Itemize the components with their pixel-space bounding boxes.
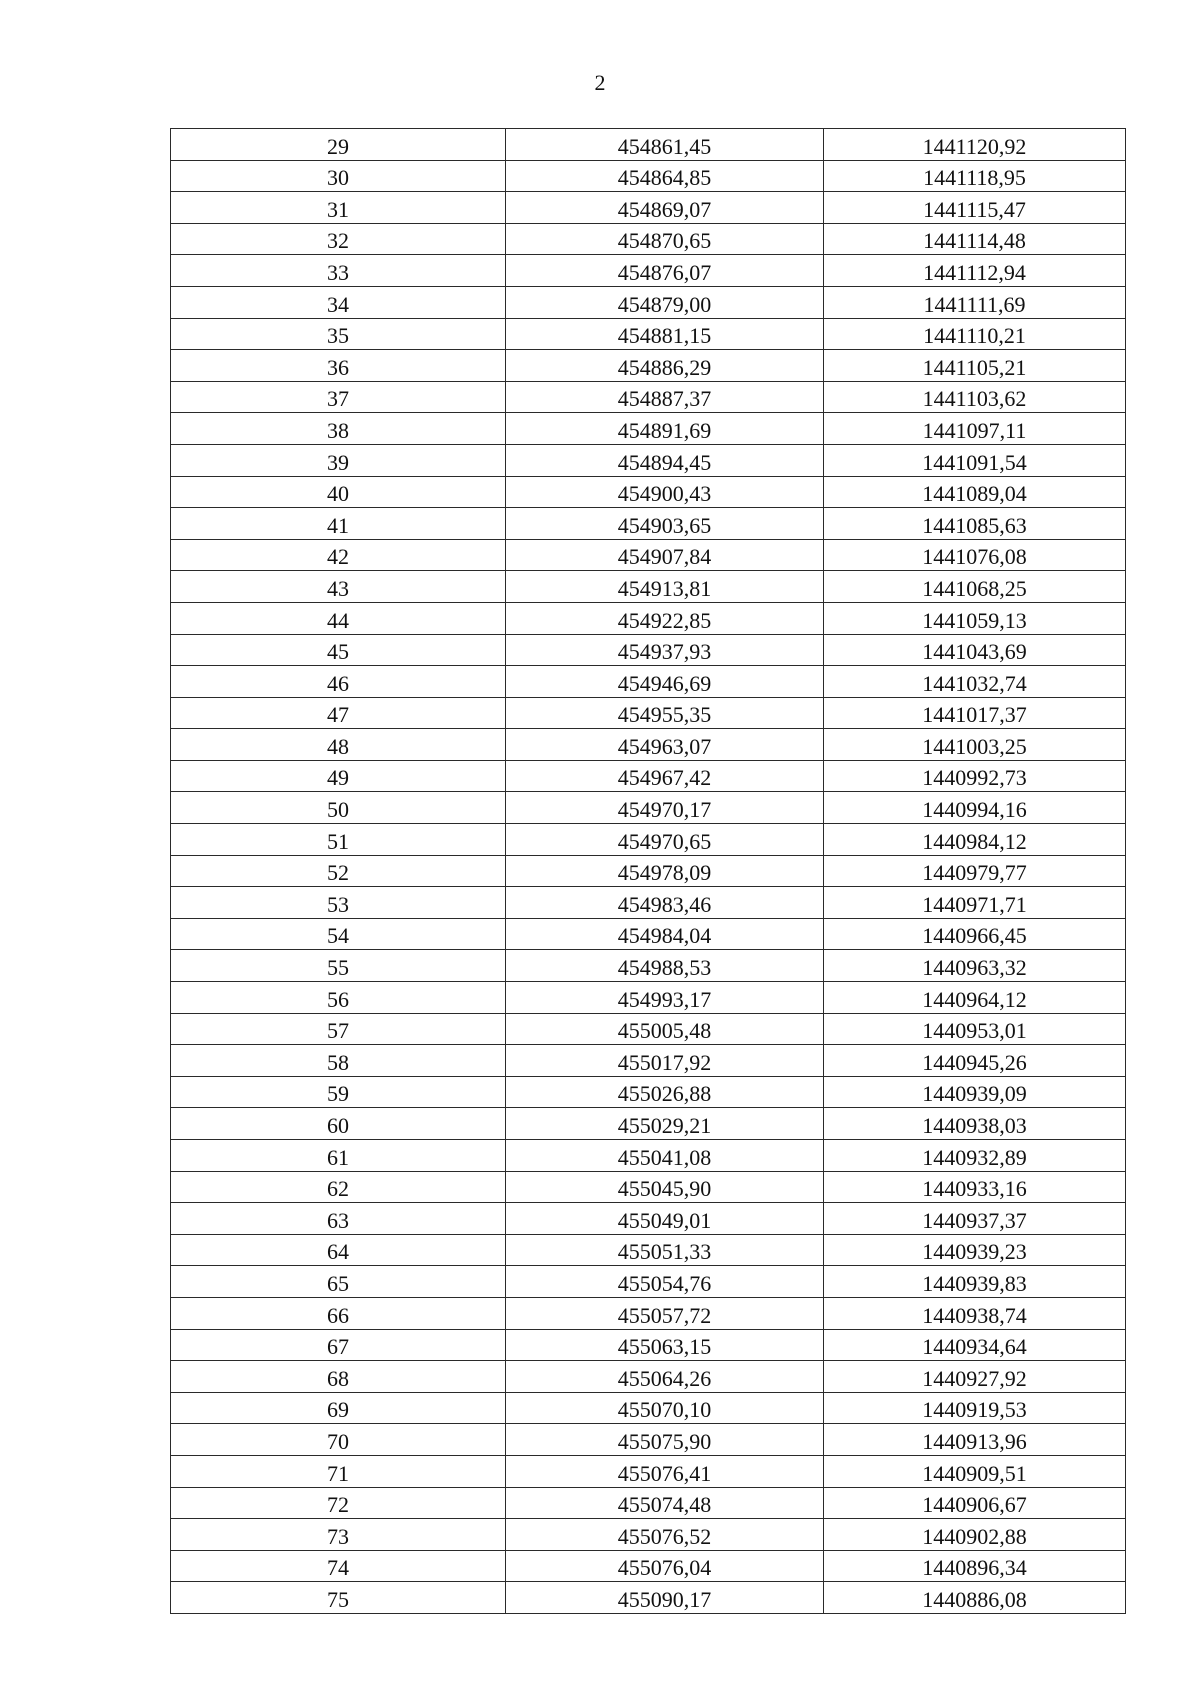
y-coordinate-cell: 1440896,34 bbox=[824, 1550, 1126, 1582]
x-coordinate-cell: 454879,00 bbox=[506, 286, 824, 318]
table-row bbox=[171, 255, 1126, 287]
y-coordinate-cell: 1440934,64 bbox=[824, 1329, 1126, 1361]
point-number-cell: 48 bbox=[171, 729, 506, 761]
y-coordinate-cell: 1440919,53 bbox=[824, 1392, 1126, 1424]
point-number-cell: 42 bbox=[171, 539, 506, 571]
table-row bbox=[171, 476, 1126, 508]
table-row bbox=[171, 1392, 1126, 1424]
point-number-cell: 62 bbox=[171, 1171, 506, 1203]
y-coordinate-cell: 1441091,54 bbox=[824, 444, 1126, 476]
x-coordinate-cell: 455090,17 bbox=[506, 1582, 824, 1614]
x-coordinate-cell: 454903,65 bbox=[506, 508, 824, 540]
y-coordinate-cell: 1440938,74 bbox=[824, 1297, 1126, 1329]
point-number-cell: 70 bbox=[171, 1424, 506, 1456]
point-number-cell: 66 bbox=[171, 1297, 506, 1329]
table-row bbox=[171, 350, 1126, 382]
y-coordinate-cell: 1441089,04 bbox=[824, 476, 1126, 508]
x-coordinate-cell: 454993,17 bbox=[506, 982, 824, 1014]
point-number-cell: 47 bbox=[171, 697, 506, 729]
table-row bbox=[171, 950, 1126, 982]
table-row bbox=[171, 729, 1126, 761]
point-number-cell: 32 bbox=[171, 223, 506, 255]
x-coordinate-cell: 454907,84 bbox=[506, 539, 824, 571]
coordinates-table-body bbox=[171, 129, 1126, 1614]
point-number-cell: 73 bbox=[171, 1519, 506, 1551]
point-number-cell: 45 bbox=[171, 634, 506, 666]
y-coordinate-cell: 1441110,21 bbox=[824, 318, 1126, 350]
y-coordinate-cell: 1440984,12 bbox=[824, 824, 1126, 856]
x-coordinate-cell: 454864,85 bbox=[506, 160, 824, 192]
table-row bbox=[171, 129, 1126, 161]
point-number-cell: 68 bbox=[171, 1361, 506, 1393]
y-coordinate-cell: 1440902,88 bbox=[824, 1519, 1126, 1551]
table-row bbox=[171, 982, 1126, 1014]
x-coordinate-cell: 455029,21 bbox=[506, 1108, 824, 1140]
point-number-cell: 52 bbox=[171, 855, 506, 887]
table-row bbox=[171, 1045, 1126, 1077]
point-number-cell: 34 bbox=[171, 286, 506, 318]
x-coordinate-cell: 454988,53 bbox=[506, 950, 824, 982]
table-row bbox=[171, 381, 1126, 413]
x-coordinate-cell: 454946,69 bbox=[506, 666, 824, 698]
table-row bbox=[171, 508, 1126, 540]
table-row bbox=[171, 1487, 1126, 1519]
table-row bbox=[171, 1550, 1126, 1582]
point-number-cell: 67 bbox=[171, 1329, 506, 1361]
table-row bbox=[171, 160, 1126, 192]
y-coordinate-cell: 1440994,16 bbox=[824, 792, 1126, 824]
y-coordinate-cell: 1441112,94 bbox=[824, 255, 1126, 287]
coordinates-table bbox=[170, 128, 1126, 1614]
point-number-cell: 43 bbox=[171, 571, 506, 603]
table-row bbox=[171, 1140, 1126, 1172]
point-number-cell: 75 bbox=[171, 1582, 506, 1614]
table-row bbox=[171, 1076, 1126, 1108]
x-coordinate-cell: 454984,04 bbox=[506, 918, 824, 950]
x-coordinate-cell: 454970,65 bbox=[506, 824, 824, 856]
x-coordinate-cell: 454900,43 bbox=[506, 476, 824, 508]
x-coordinate-cell: 455049,01 bbox=[506, 1203, 824, 1235]
x-coordinate-cell: 454887,37 bbox=[506, 381, 824, 413]
x-coordinate-cell: 454894,45 bbox=[506, 444, 824, 476]
table-row bbox=[171, 918, 1126, 950]
x-coordinate-cell: 455041,08 bbox=[506, 1140, 824, 1172]
y-coordinate-cell: 1441068,25 bbox=[824, 571, 1126, 603]
y-coordinate-cell: 1441076,08 bbox=[824, 539, 1126, 571]
point-number-cell: 69 bbox=[171, 1392, 506, 1424]
x-coordinate-cell: 454978,09 bbox=[506, 855, 824, 887]
x-coordinate-cell: 454881,15 bbox=[506, 318, 824, 350]
point-number-cell: 60 bbox=[171, 1108, 506, 1140]
point-number-cell: 33 bbox=[171, 255, 506, 287]
y-coordinate-cell: 1441118,95 bbox=[824, 160, 1126, 192]
table-row bbox=[171, 444, 1126, 476]
table-row bbox=[171, 792, 1126, 824]
x-coordinate-cell: 455063,15 bbox=[506, 1329, 824, 1361]
x-coordinate-cell: 454922,85 bbox=[506, 602, 824, 634]
table-row bbox=[171, 760, 1126, 792]
x-coordinate-cell: 455070,10 bbox=[506, 1392, 824, 1424]
y-coordinate-cell: 1440945,26 bbox=[824, 1045, 1126, 1077]
point-number-cell: 38 bbox=[171, 413, 506, 445]
x-coordinate-cell: 454967,42 bbox=[506, 760, 824, 792]
point-number-cell: 31 bbox=[171, 192, 506, 224]
y-coordinate-cell: 1441115,47 bbox=[824, 192, 1126, 224]
x-coordinate-cell: 455026,88 bbox=[506, 1076, 824, 1108]
y-coordinate-cell: 1440886,08 bbox=[824, 1582, 1126, 1614]
page-number: 2 bbox=[594, 70, 606, 95]
table-row bbox=[171, 887, 1126, 919]
y-coordinate-cell: 1441103,62 bbox=[824, 381, 1126, 413]
y-coordinate-cell: 1441114,48 bbox=[824, 223, 1126, 255]
y-coordinate-cell: 1441003,25 bbox=[824, 729, 1126, 761]
point-number-cell: 57 bbox=[171, 1013, 506, 1045]
table-row bbox=[171, 697, 1126, 729]
table-row bbox=[171, 824, 1126, 856]
table-row bbox=[171, 1329, 1126, 1361]
table-row bbox=[171, 1203, 1126, 1235]
x-coordinate-cell: 454886,29 bbox=[506, 350, 824, 382]
x-coordinate-cell: 455045,90 bbox=[506, 1171, 824, 1203]
y-coordinate-cell: 1441120,92 bbox=[824, 129, 1126, 161]
x-coordinate-cell: 455017,92 bbox=[506, 1045, 824, 1077]
x-coordinate-cell: 454913,81 bbox=[506, 571, 824, 603]
y-coordinate-cell: 1440906,67 bbox=[824, 1487, 1126, 1519]
y-coordinate-cell: 1441105,21 bbox=[824, 350, 1126, 382]
y-coordinate-cell: 1440953,01 bbox=[824, 1013, 1126, 1045]
y-coordinate-cell: 1440971,71 bbox=[824, 887, 1126, 919]
point-number-cell: 36 bbox=[171, 350, 506, 382]
x-coordinate-cell: 455054,76 bbox=[506, 1266, 824, 1298]
x-coordinate-cell: 454937,93 bbox=[506, 634, 824, 666]
y-coordinate-cell: 1440939,09 bbox=[824, 1076, 1126, 1108]
point-number-cell: 46 bbox=[171, 666, 506, 698]
table-row bbox=[171, 1171, 1126, 1203]
y-coordinate-cell: 1440932,89 bbox=[824, 1140, 1126, 1172]
point-number-cell: 58 bbox=[171, 1045, 506, 1077]
table-row bbox=[171, 1013, 1126, 1045]
point-number-cell: 59 bbox=[171, 1076, 506, 1108]
point-number-cell: 40 bbox=[171, 476, 506, 508]
y-coordinate-cell: 1440939,83 bbox=[824, 1266, 1126, 1298]
x-coordinate-cell: 454861,45 bbox=[506, 129, 824, 161]
x-coordinate-cell: 455005,48 bbox=[506, 1013, 824, 1045]
x-coordinate-cell: 454870,65 bbox=[506, 223, 824, 255]
table-row bbox=[171, 192, 1126, 224]
y-coordinate-cell: 1440913,96 bbox=[824, 1424, 1126, 1456]
point-number-cell: 44 bbox=[171, 602, 506, 634]
table-row bbox=[171, 634, 1126, 666]
point-number-cell: 64 bbox=[171, 1234, 506, 1266]
point-number-cell: 30 bbox=[171, 160, 506, 192]
point-number-cell: 55 bbox=[171, 950, 506, 982]
point-number-cell: 37 bbox=[171, 381, 506, 413]
point-number-cell: 65 bbox=[171, 1266, 506, 1298]
point-number-cell: 39 bbox=[171, 444, 506, 476]
x-coordinate-cell: 454955,35 bbox=[506, 697, 824, 729]
x-coordinate-cell: 455076,52 bbox=[506, 1519, 824, 1551]
point-number-cell: 49 bbox=[171, 760, 506, 792]
table-row bbox=[171, 602, 1126, 634]
table-row bbox=[171, 571, 1126, 603]
y-coordinate-cell: 1440939,23 bbox=[824, 1234, 1126, 1266]
table-row bbox=[171, 1424, 1126, 1456]
y-coordinate-cell: 1440979,77 bbox=[824, 855, 1126, 887]
y-coordinate-cell: 1441111,69 bbox=[824, 286, 1126, 318]
x-coordinate-cell: 455051,33 bbox=[506, 1234, 824, 1266]
point-number-cell: 71 bbox=[171, 1455, 506, 1487]
point-number-cell: 35 bbox=[171, 318, 506, 350]
y-coordinate-cell: 1440937,37 bbox=[824, 1203, 1126, 1235]
point-number-cell: 74 bbox=[171, 1550, 506, 1582]
table-row bbox=[171, 318, 1126, 350]
table-row bbox=[171, 666, 1126, 698]
x-coordinate-cell: 454891,69 bbox=[506, 413, 824, 445]
y-coordinate-cell: 1440909,51 bbox=[824, 1455, 1126, 1487]
point-number-cell: 41 bbox=[171, 508, 506, 540]
x-coordinate-cell: 454869,07 bbox=[506, 192, 824, 224]
point-number-cell: 56 bbox=[171, 982, 506, 1014]
x-coordinate-cell: 454876,07 bbox=[506, 255, 824, 287]
point-number-cell: 29 bbox=[171, 129, 506, 161]
x-coordinate-cell: 454963,07 bbox=[506, 729, 824, 761]
y-coordinate-cell: 1440964,12 bbox=[824, 982, 1126, 1014]
table-row bbox=[171, 223, 1126, 255]
y-coordinate-cell: 1441059,13 bbox=[824, 602, 1126, 634]
y-coordinate-cell: 1441017,37 bbox=[824, 697, 1126, 729]
y-coordinate-cell: 1441043,69 bbox=[824, 634, 1126, 666]
x-coordinate-cell: 454970,17 bbox=[506, 792, 824, 824]
y-coordinate-cell: 1440992,73 bbox=[824, 760, 1126, 792]
table-row bbox=[171, 1234, 1126, 1266]
point-number-cell: 51 bbox=[171, 824, 506, 856]
table-row bbox=[171, 1519, 1126, 1551]
table-row bbox=[171, 1361, 1126, 1393]
x-coordinate-cell: 455064,26 bbox=[506, 1361, 824, 1393]
table-row bbox=[171, 1297, 1126, 1329]
x-coordinate-cell: 455057,72 bbox=[506, 1297, 824, 1329]
y-coordinate-cell: 1440938,03 bbox=[824, 1108, 1126, 1140]
x-coordinate-cell: 455075,90 bbox=[506, 1424, 824, 1456]
y-coordinate-cell: 1441032,74 bbox=[824, 666, 1126, 698]
table-row bbox=[171, 855, 1126, 887]
y-coordinate-cell: 1440966,45 bbox=[824, 918, 1126, 950]
table-row bbox=[171, 1266, 1126, 1298]
table-row bbox=[171, 1582, 1126, 1614]
y-coordinate-cell: 1441097,11 bbox=[824, 413, 1126, 445]
point-number-cell: 53 bbox=[171, 887, 506, 919]
x-coordinate-cell: 455076,41 bbox=[506, 1455, 824, 1487]
table-row bbox=[171, 1455, 1126, 1487]
x-coordinate-cell: 455074,48 bbox=[506, 1487, 824, 1519]
table-row bbox=[171, 286, 1126, 318]
y-coordinate-cell: 1441085,63 bbox=[824, 508, 1126, 540]
point-number-cell: 72 bbox=[171, 1487, 506, 1519]
table-row bbox=[171, 539, 1126, 571]
point-number-cell: 54 bbox=[171, 918, 506, 950]
y-coordinate-cell: 1440927,92 bbox=[824, 1361, 1126, 1393]
y-coordinate-cell: 1440933,16 bbox=[824, 1171, 1126, 1203]
x-coordinate-cell: 455076,04 bbox=[506, 1550, 824, 1582]
point-number-cell: 50 bbox=[171, 792, 506, 824]
table-row bbox=[171, 1108, 1126, 1140]
point-number-cell: 63 bbox=[171, 1203, 506, 1235]
table-row bbox=[171, 413, 1126, 445]
point-number-cell: 61 bbox=[171, 1140, 506, 1172]
y-coordinate-cell: 1440963,32 bbox=[824, 950, 1126, 982]
x-coordinate-cell: 454983,46 bbox=[506, 887, 824, 919]
